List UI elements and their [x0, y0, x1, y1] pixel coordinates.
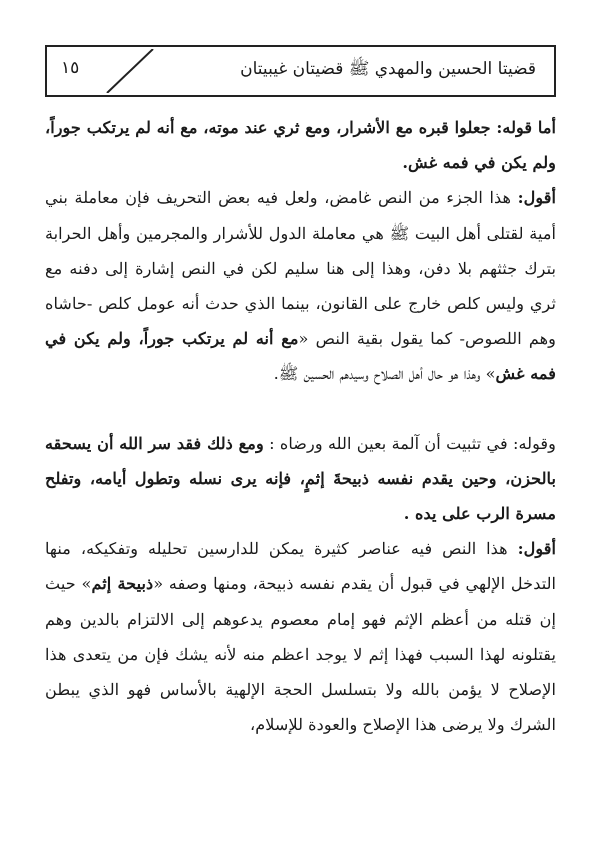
- reply-label-1: أقول:: [517, 188, 556, 208]
- reply-text-2a: هذا النص فيه عناصر كثيرة يمكن للدارسين تحليله وتفكيكه، منها التدخل الإلهي في قبول أن يقدم نفسه ذبيحة، ومنها وصفه «: [45, 539, 557, 594]
- reply-paragraph-2: [45, 531, 556, 742]
- reply-paragraph-1: [45, 180, 556, 391]
- reply-bold-2: ذبيحة إثم: [91, 574, 154, 594]
- quote-paragraph-2: [45, 426, 556, 532]
- reply-text-2b: » حيث إن قتله من أعظم الإثم فهو إمام معصوم يدعوهم إلى الالتزام بالدين وهم يقتلونه لهذا السبب فهذا إثم لا يوجد اعظم منه لأنه يشك فإن من يتعدى هذا الإصلاح لا يؤمن بالله ولا بتسلسل الحجة الإلهية بالأساس فهو الذي يبطن الشرك ولا يرضى هذا الإصلاح والعودة للإسلام،: [45, 574, 556, 735]
- reply-text-1b: » وهذا هو حال أهل الصلاح وسيدهم الحسين ﷺ.: [273, 364, 496, 384]
- paragraph-gap: [45, 392, 556, 426]
- reply-label-2: أقول:: [517, 539, 556, 559]
- reply-text-1a: هذا الجزء من النص غامض، ولعل فيه بعض التحريف فإن معاملة بني أمية لقتلى أهل البيت ﷺ هي معاملة الدول للأشرار والمجرمين وأهل الحرابة بترك جثثهم بلا دفن، وهذا إلى هنا سليم لكن في النص إشارة إلى دفنه مع ثري وليس كلص خارج على القانون، بينما الذي حدث أنه عومل كلص -حاشاه وهم اللصوص- كما يقول بقية النص «: [45, 188, 556, 349]
- page-number: ١٥: [61, 58, 80, 78]
- quote-text-1: أما قوله: جعلوا قبره مع الأشرار، ومع ثري عند موته، مع أنه لم يرتكب جوراً، ولم يكن في فمه غش.: [45, 118, 556, 173]
- quote-paragraph-1: [45, 110, 556, 180]
- body-text: [45, 110, 556, 742]
- page-header: [45, 45, 556, 97]
- reply-bold-1: مع أنه لم يرتكب جوراً، ولم يكن في فمه غش: [45, 329, 556, 384]
- header-divider-slash: [105, 49, 155, 93]
- header-title: قضيتا الحسين والمهدي ﷺ قضيتان غيبيتان: [240, 59, 536, 79]
- quote-intro-2: وقوله: في تثبيت أن آلمة بعين الله ورضاه :: [269, 433, 556, 453]
- quote-text-2: ومع ذلك فقد سر الله أن يسحقه بالحزن، وحين يقدم نفسه ذبيحةَ إثمٍ، فإنه يرى نسله وتطول أيامه، وتفلح مسرة الرب على يده .: [45, 433, 556, 524]
